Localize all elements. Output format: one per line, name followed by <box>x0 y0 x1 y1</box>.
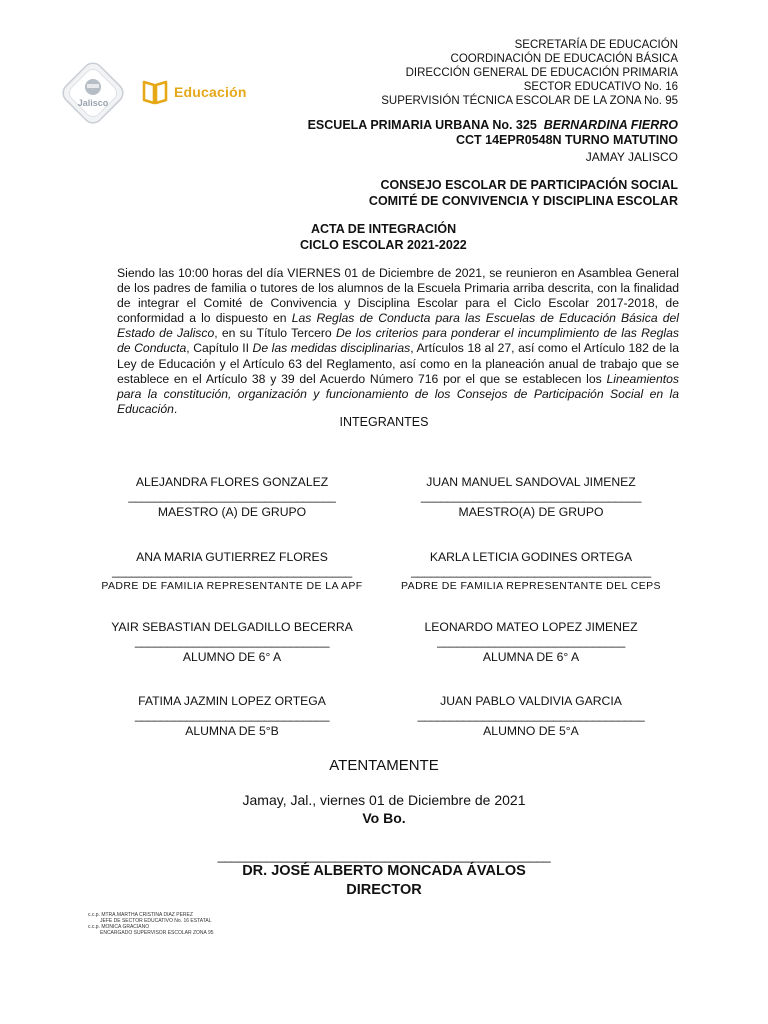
vobo-label: Vo Bo. <box>362 810 406 826</box>
body-text-4: , Artículos 18 al 27, así como el Artículo 182 de la Ley de Educación y el Artículo 63 del Reglamento, así como en la planeación anual de trabajo que se establece en el Artículo 38 y 39 del Acuerdo Número 716 por el que se establecen los <box>117 341 680 386</box>
body-text-2: , en su Título Tercero <box>214 326 336 341</box>
signature-line: _____________________________________ <box>112 564 352 578</box>
signature-block-teacher-2 <box>410 475 652 521</box>
signer-role: PADRE DE FAMILIA REPRESENTANTE DE LA APF <box>101 580 363 592</box>
signature-line: _____________________________ <box>437 634 625 648</box>
signer-role: PADRE DE FAMILIA REPRESENTANTE DEL CEPS <box>401 580 661 592</box>
signature-block-student-5b <box>102 694 362 740</box>
signature-block-student-5a <box>400 694 662 740</box>
jalisco-logo <box>60 60 126 126</box>
body-text-3: , Capítulo II <box>186 341 253 356</box>
director-signature-line: ________________________________________________ <box>217 848 551 863</box>
signature-block-teacher-1 <box>112 475 352 521</box>
place-date: Jamay, Jal., viernes 01 de Diciembre de 2021 <box>242 792 526 808</box>
acta-body-paragraph <box>117 266 679 417</box>
education-logo-text: Educación <box>174 84 247 100</box>
committee-title: COMITÉ DE CONVIVENCIA Y DISCIPLINA ESCOLAR <box>368 194 678 208</box>
signer-name: KARLA LETICIA GODINES ORTEGA <box>429 550 633 564</box>
body-italic-4: Lineamientos para la constitución, organización y funcionamiento de los Consejos de Participación Social en la Educación <box>117 371 679 416</box>
council-title: CONSEJO ESCOLAR DE PARTICIPACIÓN SOCIAL <box>380 178 678 192</box>
signer-name: JUAN MANUEL SANDOVAL JIMENEZ <box>426 475 636 489</box>
signer-role: MAESTRO (A) DE GRUPO <box>157 505 307 519</box>
school-location: JAMAY JALISCO <box>585 150 678 164</box>
header-supervision: SUPERVISIÓN TÉCNICA ESCOLAR DE LA ZONA No. 95 <box>381 95 678 107</box>
signer-role: ALUMNA DE 5°B <box>185 724 279 738</box>
signer-name: LEONARDO MATEO LOPEZ JIMENEZ <box>424 620 638 634</box>
signature-block-student-6a-1 <box>102 620 362 666</box>
signer-role: ALUMNO DE 5°A <box>483 724 579 738</box>
ccp-block <box>88 912 214 936</box>
signature-block-student-6a-2 <box>400 620 662 666</box>
signer-name: ANA MARIA GUTIERREZ FLORES <box>136 550 328 564</box>
signature-line: ________________________________ <box>128 489 336 503</box>
body-italic-1: Las Reglas de Conducta para las Escuelas de Educación Básica del Estado de Jalisco <box>117 311 679 341</box>
integrantes-label: INTEGRANTES <box>339 415 429 429</box>
ccp-line-4: ENCARGADO SUPERVISOR ESCOLAR ZONA 95 <box>100 930 214 936</box>
signer-role: ALUMNO DE 6° A <box>182 650 282 664</box>
body-text-5: . <box>173 401 178 416</box>
acta-cycle: CICLO ESCOLAR 2021-2022 <box>300 238 467 252</box>
signature-line: ______________________________ <box>134 708 330 722</box>
school-name-prefix: ESCUELA PRIMARIA URBANA No. 325 <box>307 118 537 132</box>
director-role: DIRECTOR <box>346 882 422 898</box>
signer-role: MAESTRO(A) DE GRUPO <box>458 505 604 519</box>
school-name <box>308 118 678 132</box>
signature-line: __________________________________ <box>420 489 642 503</box>
signer-name: JUAN PABLO VALDIVIA GARCIA <box>440 694 622 708</box>
signature-block-parent-apf <box>92 550 372 596</box>
signer-name: YAIR SEBASTIAN DELGADILLO BECERRA <box>111 620 353 634</box>
acta-title: ACTA DE INTEGRACIÓN <box>311 222 457 236</box>
education-logo <box>142 76 247 108</box>
body-italic-3: De las medidas disciplinarias <box>252 341 411 356</box>
signer-name: FATIMA JAZMIN LOPEZ ORTEGA <box>138 694 326 708</box>
ccp-line-2: JEFE DE SECTOR EDUCATIVO No. 16 ESTATAL <box>100 918 212 924</box>
signer-role: ALUMNA DE 6° A <box>482 650 580 664</box>
signer-name: ALEJANDRA FLORES GONZALEZ <box>135 475 329 489</box>
closing-atentamente: ATENTAMENTE <box>329 757 439 774</box>
header-coordinacion: COORDINACIÓN DE EDUCACIÓN BÁSICA <box>450 53 678 65</box>
body-italic-2: De los criterios para ponderar el incumplimiento de las Reglas de Conducta <box>117 326 680 356</box>
body-text-1: Siendo las 10:00 horas del día VIERNES 01 de Diciembre de 2021, se reunieron en Asamblea General de los padres de familia o tutores de los alumnos de la Escuela Primaria arriba descrita, con la finalidad de integrar el Comité de Convivencia y Disciplina Escolar para el Ciclo Escolar 2017-2018, de conformidad a lo dispuesto en <box>117 266 679 326</box>
signature-line: _____________________________________ <box>411 564 651 578</box>
signature-block-parent-ceps <box>390 550 672 596</box>
header-sector: SECTOR EDUCATIVO No. 16 <box>523 81 678 93</box>
book-icon <box>142 78 168 106</box>
jalisco-logo-text: Jalisco <box>77 98 109 108</box>
director-name: DR. JOSÉ ALBERTO MONCADA ÁVALOS <box>242 863 526 879</box>
header-direccion: DIRECCIÓN GENERAL DE EDUCACIÓN PRIMARIA <box>405 67 678 79</box>
school-name-italic: BERNARDINA FIERRO <box>543 118 678 132</box>
ccp-line-3: c.c.p. MONICA GRACIANO <box>88 924 150 930</box>
signature-line: ______________________________ <box>134 634 330 648</box>
ccp-line-1: c.c.p. MTRA.MARTHA CRISTINA DIAZ PEREZ <box>88 912 193 918</box>
school-cct: CCT 14EPR0548N TURNO MATUTINO <box>455 133 678 147</box>
signature-line: ___________________________________ <box>417 708 645 722</box>
header-secretaria: SECRETARÍA DE EDUCACIÓN <box>514 39 678 51</box>
